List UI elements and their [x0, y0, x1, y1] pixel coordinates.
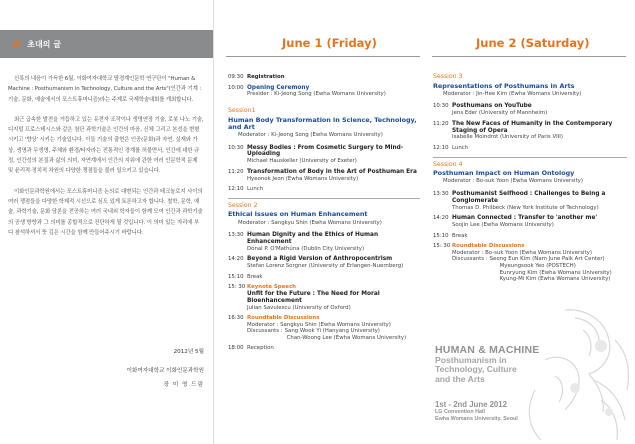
- schedule-item: [228, 256, 420, 269]
- item-time: 16:30: [228, 315, 244, 322]
- item-time: 09:30: [228, 74, 244, 80]
- item-time: 10:30: [433, 103, 449, 110]
- discussants-label: Discussants :: [247, 328, 283, 335]
- item-title: Break: [247, 273, 263, 280]
- day1-heading: June 1 (Friday): [282, 36, 377, 50]
- item-speaker: Jens Eder (University of Mannheim): [452, 110, 548, 117]
- schedule-item: [433, 233, 627, 240]
- invitation-date: 2012년 5월: [173, 349, 204, 355]
- item-time: 11:20: [228, 168, 244, 175]
- invitation-signature: 이화여자대학교 이화인문과학원: [126, 368, 204, 374]
- brand-subtitle-2: Technology, Culture: [435, 364, 517, 375]
- brand-subtitle-1: Posthumanism in: [435, 355, 507, 365]
- paragraph: 이화인문과학원에서는 포스트휴머니즘 논의로 대변되는 인간과 테크놀로지 사이의 여러 쟁점들을 다양한 학제적 시선으로 심도 있게 토론하고자 합니다. 철학, 문학, 예술, 과학기술, 문화 담론을 전공하는 여러 국내외 학자들이 함께 모여 인간과 과학기술의 공생 방향과 그 의미를 종합적으로 진단하게 될 것입니다. 이 의미 있는 자리에 부디 참석하셔서 뜻 깊은 시간을 함께 만들어주시기 바랍니다.: [8, 188, 203, 236]
- schedule-item: [228, 232, 420, 252]
- session1-moderator: Moderator : Ki-Jeong Song (Ewha Womans University): [238, 131, 383, 138]
- item-title: Lunch: [247, 186, 264, 193]
- schedule-item: [228, 85, 420, 98]
- item-title: Reception: [247, 345, 274, 352]
- day2-schedule: [433, 74, 627, 287]
- day2-heading: June 2 (Saturday): [476, 36, 590, 50]
- schedule-item: [228, 186, 420, 193]
- item-speaker: Thomas D. Philbeck (New York Institute of Technology): [452, 204, 599, 211]
- item-speaker: Michael Hauskeller (University of Exeter): [247, 158, 357, 165]
- event-location: Ewha Womans University, Seoul: [435, 415, 518, 422]
- item-time: 15: 30: [228, 284, 246, 291]
- keynote-label: Keynote Speech: [247, 284, 296, 291]
- invitation-text: [8, 74, 204, 248]
- keynote-speaker: Julian Savulescu (University of Oxford): [247, 304, 351, 311]
- flower-icon: ✿: [12, 37, 22, 51]
- day2-rule: [432, 56, 626, 57]
- panel-divider: [213, 0, 214, 444]
- schedule-item: [433, 215, 627, 228]
- item-speaker: Isabelle Moindrot (University of Paris VIII): [452, 134, 563, 141]
- keynote-item: [228, 284, 420, 311]
- section-divider: [433, 157, 627, 158]
- day1-schedule: [228, 74, 420, 356]
- item-title: Opening Ceremony: [247, 84, 310, 91]
- event-date: 1st - 2nd June 2012: [435, 400, 507, 410]
- roundtable-label: Roundtable Discussions: [452, 243, 525, 250]
- item-title: Beyond a Rigid Version of Anthropocentrism: [247, 256, 393, 263]
- session2-label: Session 2: [228, 201, 258, 209]
- item-title: Posthumanist Selfhood : Challenges to Being a Conglomerate: [452, 190, 606, 204]
- discussant: Sang Wook Yi (Hanyang University): [284, 328, 380, 335]
- roundtable-item: [433, 243, 627, 283]
- session3-moderator: Moderator : Jin-Hee Kim (Ewha Womans University): [443, 90, 582, 97]
- item-time: 12:10: [228, 186, 244, 193]
- roundtable-moderator: Moderator : Bo-suk Yoon (Ewha Womans University): [452, 249, 592, 256]
- paragraph: 최근 급속한 발전을 거듭하고 있는 유전자 조작이나 생명연장 기술, 로봇 나노 기술, 디지털 프로스테시스와 같은 첨단 과학기술은 인간의 마음, 신체 그리고 본성을 변형시키고 '향상' 시키는 기술입니다. 이들 기술의 출현은 인공(문화)과 자연, 실재와 가상, 생명과 무생명, 주체와 환경/타자라는 전통적인 경계를 허물면서, 인간에 대한 규정, 인간성의 본질과 삶의 의미, 자연계에서 인간의 지위에 관한 여러 인문학적 문제 및 윤리적·정치적 차원의 다양한 쟁점들을 불러 일으키고 있습니다.: [8, 116, 204, 175]
- schedule-item: [228, 169, 420, 182]
- schedule-item: [228, 345, 420, 352]
- item-time: 13:30: [228, 232, 244, 239]
- schedule-item: [433, 145, 627, 152]
- brand-subtitle-3: and the Arts: [435, 373, 485, 384]
- schedule-item: [433, 121, 627, 141]
- item-speaker: Hyeonok Jeon (Ewha Womans University): [247, 175, 359, 182]
- schedule-item: [433, 191, 627, 211]
- schedule-item: [228, 74, 420, 81]
- roundtable-moderator: Moderator : Sangkyu Shin (Ewha Womans University): [247, 321, 391, 328]
- item-speaker: Soojin Lee (Ewha Womans University): [452, 221, 554, 228]
- item-time: 13:30: [433, 190, 449, 197]
- item-time: 15:10: [228, 273, 244, 280]
- session2-moderator: Moderator : Sangkyu Shin (Ewha Womans University): [238, 219, 382, 226]
- event-venue: LG Convention Hall: [435, 409, 486, 416]
- event-branding: [435, 344, 605, 422]
- roundtable-label: Roundtable Discussions: [247, 315, 320, 322]
- schedule-item: [433, 103, 627, 116]
- discussant: Kyung-Mi Kim (Ewha Womans University): [499, 276, 611, 283]
- discussants-label: Discussants :: [452, 256, 488, 263]
- session3-label: Session 3: [433, 73, 463, 80]
- item-time: 14:20: [433, 215, 449, 222]
- keynote-title: Unfit for the Future : The Need for Moral Bioenhancement: [247, 290, 380, 304]
- brand-title: HUMAN & MACHINE: [435, 344, 540, 356]
- item-speaker: Dónal P. O'Mathúna (Dublin City University): [247, 245, 365, 252]
- item-presider: Presider : Ki-Jeong Song (Ewha Womans University): [247, 91, 386, 98]
- item-title: Registration: [247, 74, 285, 80]
- item-time: 12:10: [433, 144, 449, 151]
- session3-title: Representations of Posthumans in Arts: [433, 81, 575, 90]
- invitation-title: 초대의 글: [27, 39, 61, 49]
- item-title: Break: [452, 232, 468, 239]
- item-time: 15: 30: [433, 243, 451, 250]
- item-title: The New Faces of Humanity in the Contemporary Staging of Opera: [452, 120, 613, 134]
- day1-rule: [226, 56, 420, 57]
- invitation-director: 장 미 영 드림: [163, 382, 204, 388]
- item-title: Posthumans on YouTube: [452, 103, 532, 110]
- session4-title: Posthuman Impact on Human Ontology: [433, 169, 575, 178]
- discussant: Chan-Woong Lee (Ewha Womans University): [286, 334, 407, 341]
- section-divider: [228, 198, 420, 199]
- item-speaker: Stefan Lorenz Sorgner (University of Erlangen-Nuernberg): [247, 263, 404, 270]
- paragraph: 신록의 내음이 가득한 6월, 이화여자대학교 탈경계인문학 연구단이 "Human & Machine : Posthumanism in Technology, Culture and the Arts"(인간과 기계 : 기술, 문화, 예술에서의 포스트휴머니즘)라는 주제로 국제학술대회를 개최합니다.: [8, 76, 202, 103]
- item-time: 10:30: [228, 144, 244, 151]
- item-time: 10:00: [228, 84, 244, 91]
- discussant: Eunryung Kim (Ewha Womans University): [499, 269, 612, 276]
- item-time: 11:20: [433, 120, 449, 127]
- item-time: 14:20: [228, 256, 244, 263]
- session4-label: Session 4: [433, 160, 463, 168]
- item-title: Messy Bodies : From Cosmetic Surgery to Mind-Uploading: [247, 144, 404, 158]
- item-time: 15:10: [433, 232, 449, 239]
- session1-label: Session1: [228, 106, 256, 114]
- session1-title: Human Body Transformation in Science, Technology, and Art: [228, 115, 417, 131]
- invitation-header: [0, 30, 213, 58]
- invitation-panel: [0, 0, 213, 444]
- session4-moderator: Moderator : Bo-suk Yoon (Ewha Womans University): [443, 178, 583, 185]
- schedule-item: [228, 145, 420, 165]
- item-time: 18:00: [228, 345, 244, 352]
- item-title: Human Dignity and the Ethics of Human Enhancement: [247, 232, 379, 245]
- schedule-item: [228, 274, 420, 281]
- roundtable-item: [228, 315, 420, 341]
- item-title: Human Connected : Transfer to 'another me': [452, 215, 598, 222]
- session2-title: Ethical Issues on Human Enhancement: [228, 210, 368, 219]
- discussant: Myeungsook Yeo (POSTECH): [499, 262, 576, 269]
- item-title: Lunch: [452, 144, 469, 151]
- discussant: Seong Eun Kim (Nam June Paik Art Center): [489, 256, 605, 263]
- item-title: Transformation of Body in the Art of Posthuman Era: [247, 168, 417, 175]
